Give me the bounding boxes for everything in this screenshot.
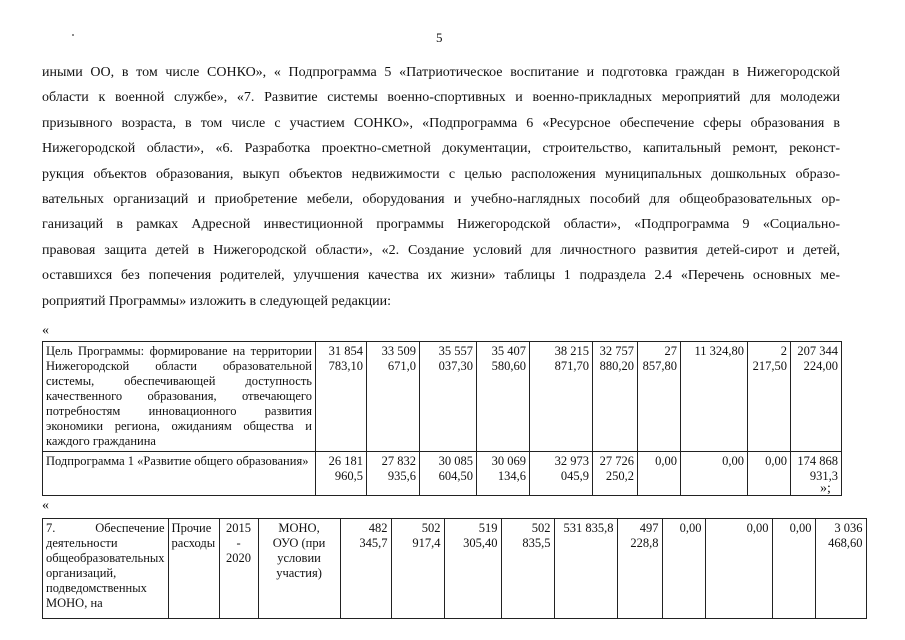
activity-table [42,518,867,619]
table-row [43,342,842,452]
value-cell: 31 854 783,10 [316,342,367,452]
text-line: рукция объектов образования, выкуп объектов недвижимости с целью расположения муниципальных дошкольных образо- [42,166,840,182]
value-cell: 30 069 134,6 [477,452,530,496]
value-cell: 32 973 045,9 [530,452,593,496]
value-cell: 207 344 224,00 [791,342,842,452]
value-cell: 0,00 [638,452,681,496]
text-line: ганизаций в рамках Адресной инвестиционной программы Нижегородской области», «Подпрограмма 9 «Социально- [42,217,840,233]
row-label: Цель Программы: формирование на территории Нижегородской области образовательной системы, обеспечивающей доступность качественного образования, отвечающего потребностям инновационного развития экономики региона, ожиданиям общества и каждого гражданина [43,342,316,452]
value-cell: 0,00 [772,519,815,619]
executor-cell: МОНО, ОУО (при условии участия) [258,519,340,619]
value-cell: 502 835,5 [501,519,554,619]
text-line: иными ОО, в том числе СОНКО», « Подпрограмма 5 «Патриотическое воспитание и подготовка граждан в Нижегородской [42,65,840,80]
body-paragraph [42,60,840,314]
text-line: оставшихся без попечения родителей, улучшения качества их жизни» таблицы 1 подраздела 2.4 «Перечень основных ме- [42,268,840,284]
text-line: вательных организаций и приобретение мебели, оборудования и учебно-наглядных пособий для общеобразовательных ор- [42,192,840,208]
goal-table [42,341,842,496]
value-cell: 11 324,80 [681,342,748,452]
value-cell: 0,00 [681,452,748,496]
table-row [43,519,867,619]
value-cell: 0,00 [748,452,791,496]
value-cell: 27 726 250,2 [593,452,638,496]
value-cell: 38 215 871,70 [530,342,593,452]
row-label: Подпрограмма 1 «Развитие общего образования» [43,452,316,496]
text-line: призывного возраста, в том числе с участием СОНКО», «Подпрограмма 6 «Ресурсное обеспечение сферы образования в [42,115,840,131]
text-line: области к военной службе», «7. Развитие системы военно-спортивных и военно-прикладных мероприятий для молодежи [42,90,840,106]
scan-speck [72,34,74,36]
text-line: роприятий Программы» изложить в следующей редакции: [42,293,391,309]
value-cell: 0,00 [705,519,772,619]
value-cell: 32 757 880,20 [593,342,638,452]
value-cell: 531 835,8 [554,519,617,619]
value-cell: 27 832 935,6 [367,452,420,496]
value-cell: 174 868 931,3 [791,452,842,496]
quote-open-1: « [42,323,49,338]
value-cell: 27 857,80 [638,342,681,452]
text-line: Нижегородской области», «6. Разработка проектно-сметной документации, строительство, капитальный ремонт, реконст- [42,141,840,157]
value-cell: 30 085 604,50 [420,452,477,496]
activity-name: 7. Обеспечение деятельности общеобразовательных организаций, подведомственных МОНО, на [43,519,169,619]
table-row [43,452,842,496]
value-cell: 519 305,40 [444,519,501,619]
value-cell: 26 181 960,5 [316,452,367,496]
value-cell: 502 917,4 [391,519,444,619]
value-cell: 0,00 [662,519,705,619]
expense-type: Прочие расходы [168,519,219,619]
quote-close: »; [820,481,831,496]
value-cell: 33 509 671,0 [367,342,420,452]
value-cell: 482 345,7 [340,519,391,619]
value-cell: 35 557 037,30 [420,342,477,452]
value-cell: 3 036 468,60 [815,519,866,619]
quote-open-2: « [42,498,49,513]
text-line: правовая защита детей в Нижегородской области», «2. Создание условий для личностного развития детей-сирот и детей, [42,242,840,258]
value-cell: 35 407 580,60 [477,342,530,452]
page-number: 5 [436,30,443,45]
value-cell: 497 228,8 [617,519,662,619]
value-cell: 2 217,50 [748,342,791,452]
period-cell: 2015 - 2020 [219,519,258,619]
